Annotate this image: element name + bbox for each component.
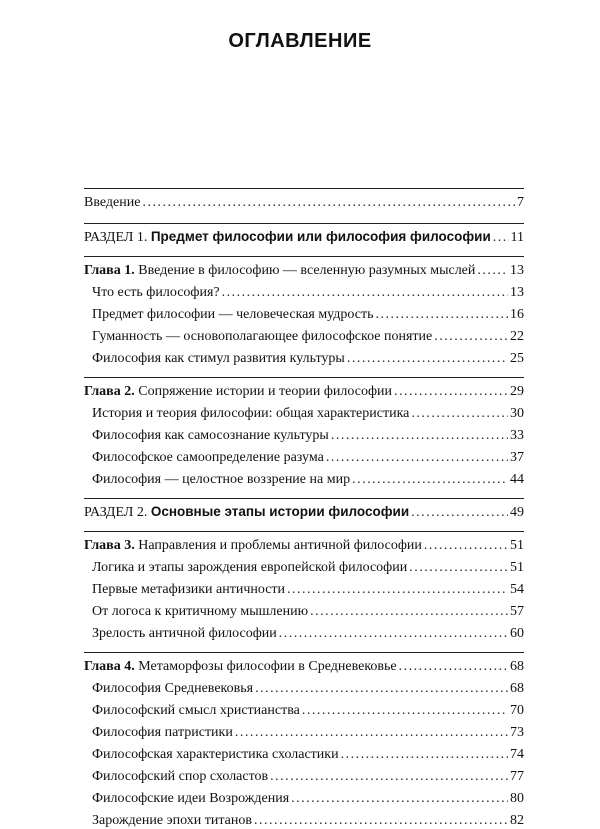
toc-subentry[interactable]: История и теория философии: общая характеристика . . . 30 [84,400,524,422]
leader-dots [394,384,508,400]
toc-subentry[interactable]: Философский смысл христианства . . . 70 [84,697,524,719]
toc-subentry[interactable]: Философия патристики . . . 73 [84,719,524,741]
table-of-contents [84,188,524,829]
toc-chapter-2[interactable]: Глава 2. Сопряжение истории и теории философии . . . 29 [84,378,524,400]
toc-subentry[interactable]: Философские идеи Возрождения . . . 80 [84,785,524,807]
toc-subentry[interactable]: Философия Средневековья . . . 68 [84,675,524,697]
toc-subentry[interactable]: Что есть философия? . . . 13 [84,279,524,301]
section-title: Предмет философии или философия философии [150,229,491,244]
leader-dots [411,505,508,521]
chapter-title: Метаморфозы философии в Средневековье [138,659,397,674]
leader-dots [142,195,515,211]
toc-subentry[interactable]: Гуманность — основополагающее философское понятие . . . 22 [84,323,524,345]
leader-dots [270,769,508,785]
leader-dots [291,791,508,807]
section-prefix: РАЗДЕЛ 1. [84,230,148,245]
toc-subentry[interactable]: Философский спор схоластов . . . 77 [84,763,524,785]
section-prefix: РАЗДЕЛ 2. [84,505,148,520]
toc-subentry[interactable]: Предмет философии — человеческая мудрость . . . 16 [84,301,524,323]
leader-dots [222,285,508,301]
leader-dots [341,747,508,763]
toc-chapter-1[interactable] [84,257,524,279]
toc-subentry[interactable]: Зрелость античной философии . . . 60 [84,620,524,642]
section-title: Основные этапы истории философии [150,504,410,519]
chapter-prefix: Глава 2. [84,384,135,399]
toc-subentry[interactable]: От логоса к критичному мышлению . . . 57 [84,598,524,620]
leader-dots [235,725,508,741]
leader-dots [254,813,508,829]
toc-section-2[interactable]: РАЗДЕЛ 2. Основные этапы истории философии . . . 49 [84,499,524,521]
chapter-prefix: Глава 4. [84,659,135,674]
toc-subentry[interactable]: Философское самоопределение разума . . . 37 [84,444,524,466]
toc-section-1[interactable] [84,224,524,246]
chapter-prefix: Глава 1. [84,263,135,278]
toc-subentry[interactable]: Философия — целостное воззрение на мир . . . 44 [84,466,524,488]
toc-entry-page: 7 [517,195,524,210]
leader-dots [255,681,508,697]
toc-subentry[interactable]: Философская характеристика схоластики . . . 74 [84,741,524,763]
leader-dots [424,538,508,554]
toc-subentry[interactable]: Первые метафизики античности . . . 54 [84,576,524,598]
leader-dots [326,450,508,466]
leader-dots [279,626,508,642]
toc-entry-page: 13 [510,263,524,278]
leader-dots [310,604,508,620]
chapter-prefix: Глава 3. [84,538,135,553]
leader-dots [375,307,508,323]
chapter-title: Направления и проблемы античной философии [138,538,422,553]
leader-dots [399,659,508,675]
toc-entry-page: 11 [510,230,524,245]
chapter-title: Введение в философию — вселенную разумных мыслей [138,263,476,278]
leader-dots [287,582,508,598]
toc-chapter-3[interactable]: Глава 3. Направления и проблемы античной философии . . . 51 [84,532,524,554]
toc-subentry[interactable]: Философия как самосознание культуры . . . 33 [84,422,524,444]
leader-dots [411,406,508,422]
page-title: ОГЛАВЛЕНИЕ [228,30,372,52]
leader-dots [434,329,508,345]
leader-dots [347,351,508,367]
toc-subentry[interactable]: Философия как стимул развития культуры . . . 25 [84,345,524,367]
toc-chapter-4[interactable]: Глава 4. Метаморфозы философии в Средневековье . . . 68 [84,653,524,675]
leader-dots [477,263,508,279]
toc-entry-label: Введение [84,195,141,210]
leader-dots [302,703,508,719]
toc-subentry[interactable]: Зарождение эпохи титанов . . . 82 [84,807,524,829]
leader-dots [352,472,508,488]
toc-subentry[interactable]: Логика и этапы зарождения европейской философии . . . 51 [84,554,524,576]
toc-entry-intro[interactable] [84,189,524,211]
leader-dots [409,560,508,576]
chapter-title: Сопряжение истории и теории философии [138,384,393,399]
leader-dots [493,230,509,246]
leader-dots [331,428,508,444]
